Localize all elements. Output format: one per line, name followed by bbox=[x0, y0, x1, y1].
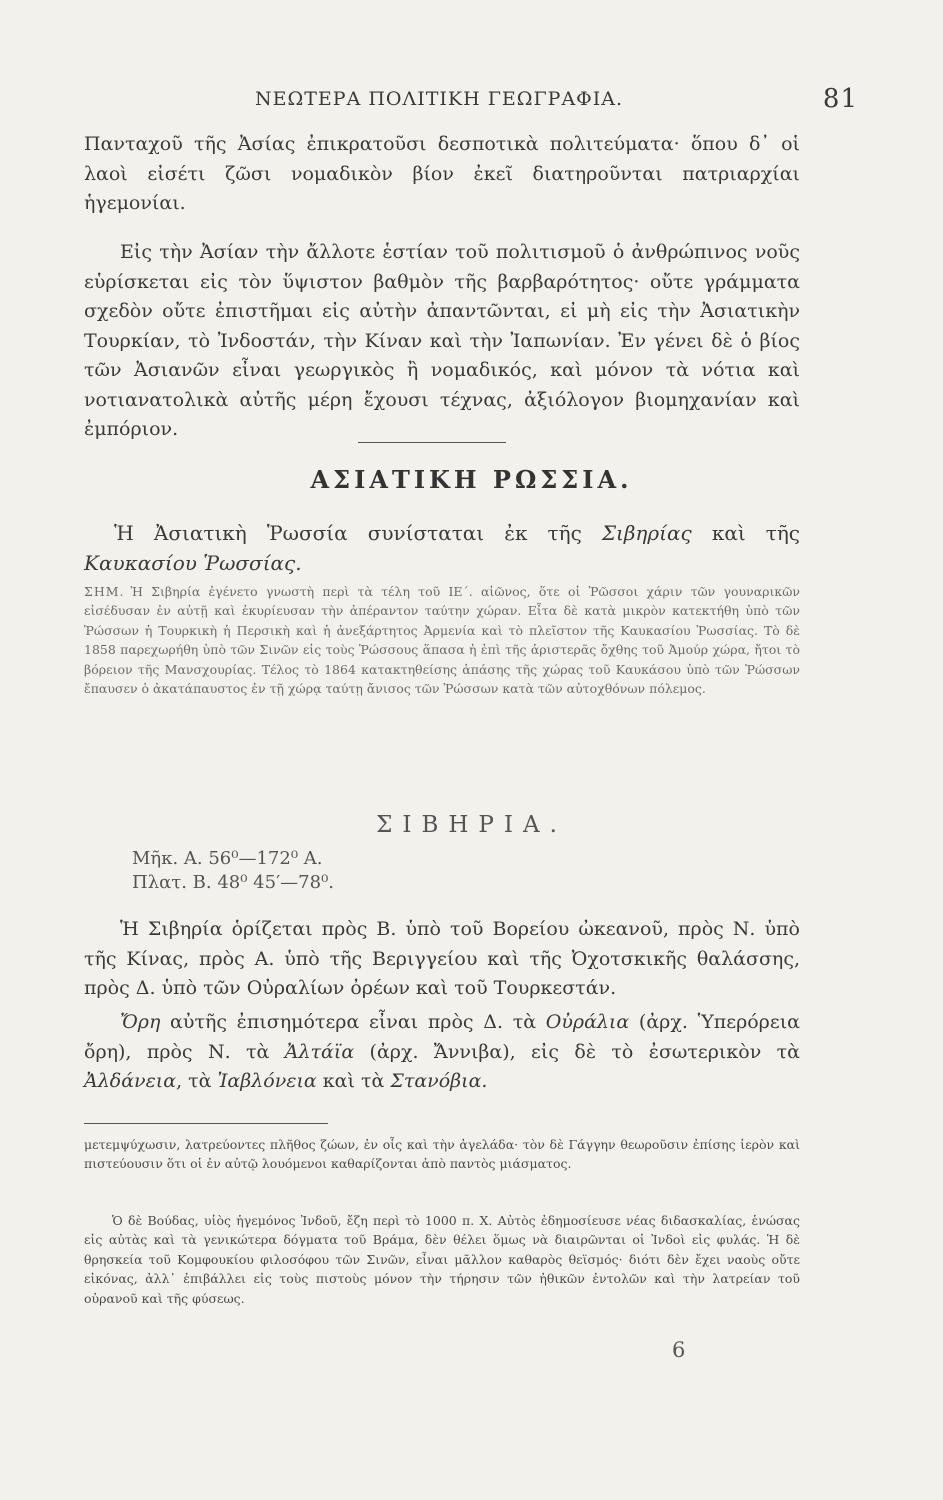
term-siberia: Σιβηρίας bbox=[601, 521, 692, 545]
intro-text-a: Ἡ Ἀσιατικὴ Ῥωσσία συνίσταται ἐκ τῆς bbox=[114, 521, 602, 545]
mountains-text-d: , τὰ bbox=[176, 1070, 218, 1092]
term-stanovoi: Στανόβια. bbox=[390, 1070, 488, 1092]
paragraph-siberia-mountains bbox=[84, 1008, 800, 1097]
mountains-text-c: (ἀρχ. Ἄννιβα), εἰς δὲ τὸ ἐσωτερικὸν τὰ bbox=[354, 1040, 800, 1063]
paragraph-governments: Πανταχοῦ τῆς Ἀσίας ἐπικρατοῦσι δεσποτικὰ πολιτεύματα· ὅπου δ᾽ οἱ λαοὶ εἰσέτι ζῶσι νομαδικὸν βίον ἐκεῖ διατηροῦνται πατριαρχίαι ἡγεμονίαι. bbox=[84, 133, 800, 214]
note-label: ΣΗΜ. bbox=[84, 584, 125, 599]
mountains-text-b: (ἀρχ. Ὑπερόρεια ὄρη), πρὸς Ν. τὰ bbox=[84, 1011, 800, 1063]
intro-text-b: καὶ τῆς bbox=[691, 521, 801, 545]
page-number: 81 bbox=[822, 84, 858, 114]
term-altai: Ἀλτάϊα bbox=[284, 1040, 355, 1063]
historical-note bbox=[84, 582, 800, 698]
footnote-buddha: Ὁ δὲ Βούδας, υἱὸς ἡγεμόνος Ἰνδοῦ, ἔζη περὶ τὸ 1000 π. Χ. Αὐτὸς ἐδημοσίευσε νέας διδασκαλίας, ἑνώσας εἰς αὐτὰς καὶ τὰ γενικώτερα δόγματα τοῦ Βράμα, δὲν θέλει ὅμως νὰ διαιρῶνται οἱ Ἰνδοὶ εἰς φυλάς. Ἡ δὲ θρησκεία τοῦ Κομφουκίου φιλοσόφου τῶν Σινῶν, εἶναι μᾶλλον καθαρὸς θεϊσμός· διότι δὲν ἔχει ναοὺς οὔτε εἰκόνας, ἀλλ᾽ ἐπιβάλλει εἰς τοὺς πιστοὺς μόνον τὴν τήρησιν τῶν ἠθικῶν ἐντολῶν καὶ τὴν λατρείαν τοῦ οὐρανοῦ καὶ τῆς φύσεως. bbox=[84, 1213, 800, 1306]
paragraph-russia-intro bbox=[84, 518, 800, 578]
heading-asiatic-russia: ΑΣΙΑΤΙΚΗ ΡΩΣΣΙΑ. bbox=[310, 465, 633, 494]
term-aldan: Ἀλδάνεια bbox=[84, 1070, 177, 1092]
note-text: Ἡ Σιβηρία ἐγένετο γνωστὴ περὶ τὰ τέλη τοῦ ΙΕ΄. αἰῶνος, ὅτε οἱ Ῥῶσσοι χάριν τῶν γουναρικῶν εἰσέδυσαν ἐν αὐτῇ καὶ ἐκυρίευσαν τὴν ἀπέραντον ταύτην χώραν. Εἶτα δὲ κατὰ μικρὸν κατεκτήθη ὑπὸ τῶν Ῥώσσων ἡ Τουρκικὴ ἡ Περσικὴ καὶ ἡ ἀνεξάρτητος Ἀρμενία καὶ τὸ πλεῖστον τῆς Καυκασίου Ῥωσσίας. Τὸ δὲ 1858 παρεχωρήθη ὑπὸ τῶν Σινῶν εἰς τοὺς Ῥώσσους ἅπασα ἡ ἐπὶ τῆς ἀριστερᾶς ὄχθης τοῦ Ἀμούρ χώρα, ἤτοι τὸ βόρειον τῆς Μανσχουρίας. Τέλος τὸ 1864 κατακτηθείσης ἁπάσης τῆς χώρας τοῦ Καυκάσου ὑπὸ τῶν Ῥώσσων ἔπαυσεν ὁ ἀκατάπαυστος ἐν τῇ χώρᾳ ταύτῃ ἄνισος τῶν Ῥώσσων κατὰ τῶν αὐτοχθόνων πόλεμος. bbox=[84, 584, 800, 697]
mountains-text-e: καὶ τὰ bbox=[316, 1070, 391, 1092]
mountains-text-a: αὐτῆς ἐπισημότερα εἶναι πρὸς Δ. τὰ bbox=[160, 1011, 546, 1033]
footnote-rule bbox=[84, 1123, 328, 1124]
section-divider bbox=[358, 442, 506, 443]
paragraph-siberia-borders: Ἡ Σιβηρία ὁρίζεται πρὸς Β. ὑπὸ τοῦ Βορείου ὠκεανοῦ, πρὸς Ν. ὑπὸ τῆς Κίνας, πρὸς Α. ὑπὸ τῆς Βεριγγείου καὶ τῆς Ὀχοτσκικῆς θαλάσσης, πρὸς Δ. ὑπὸ τῶν Οὐραλίων ὀρέων καὶ τοῦ Τουρκεστάν. bbox=[84, 918, 800, 999]
term-caucasian-russia: Καυκασίου Ῥωσσίας. bbox=[84, 551, 302, 575]
term-ural: Οὐράλια bbox=[545, 1011, 630, 1033]
term-yablonoi: Ἰαβλόνεια bbox=[217, 1070, 317, 1092]
paragraph-civilization: Εἰς τὴν Ἀσίαν τὴν ἄλλοτε ἑστίαν τοῦ πολιτισμοῦ ὁ ἀνθρώπινος νοῦς εὑρίσκεται εἰς τὸν ὕψιστον βαθμὸν τῆς βαρβαρότητος· οὔτε γράμματα σχεδὸν οὔτε ἐπιστῆμαι εἰς αὐτὴν ἀπαντῶνται, εἰ μὴ εἰς τὴν Ἀσιατικὴν Τουρκίαν, τὸ Ἰνδοστάν, τὴν Κίναν καὶ τὴν Ἰαπωνίαν. Ἐν γένει δὲ ὁ βίος τῶν Ἀσιανῶν εἶναι γεωργικὸς ἢ νομαδικός, καὶ μόνον τὰ νότια καὶ νοτιανατολικὰ αὐτῆς μέρη ἔχουσι τέχνας, ἀξιόλογον βιομηχανίαν καὶ ἐμπόριον. bbox=[84, 241, 800, 440]
longitude-line: Μῆκ. Α. 56⁰—172⁰ Α. bbox=[132, 848, 323, 869]
latitude-line: Πλατ. Β. 48⁰ 45′—78⁰. bbox=[132, 872, 335, 893]
footnote-continued: μετεμψύχωσιν, λατρεύοντες πλῆθος ζώων, ἐν οἷς καὶ τὴν ἀγελάδα· τὸν δὲ Γάγγην θεωροῦσιν ἐπίσης ἱερὸν καὶ πιστεύουσιν ὅτι οἱ ἐν αὐτῷ λουόμενοι καθαρίζονται ἀπὸ παντὸς μιάσματος. bbox=[84, 1137, 800, 1172]
heading-siberia: ΣΙΒΗΡΙΑ. bbox=[376, 812, 567, 838]
signature-mark: 6 bbox=[672, 1338, 686, 1362]
term-mountains: Ὄρη bbox=[120, 1011, 161, 1033]
page-title: ΝΕΩΤΕΡΑ ΠΟΛΙΤΙΚΗ ΓΕΩΓΡΑΦΙΑ. bbox=[255, 88, 624, 110]
